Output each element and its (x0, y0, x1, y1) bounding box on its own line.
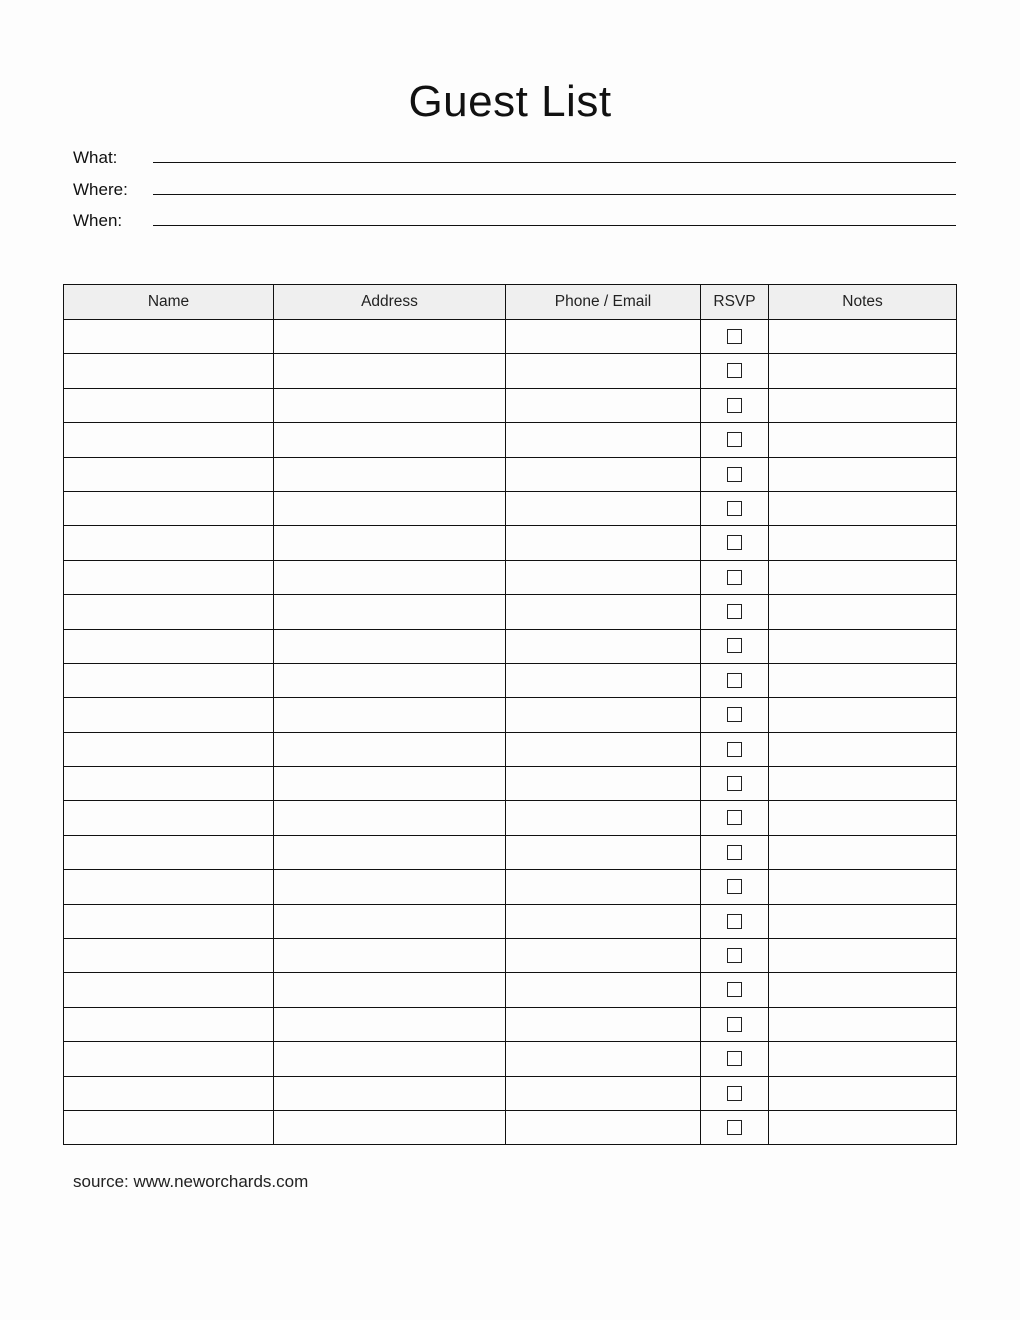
rsvp-checkbox[interactable] (727, 1086, 742, 1101)
rsvp-checkbox[interactable] (727, 467, 742, 482)
name-cell[interactable] (64, 491, 274, 525)
table-body (64, 320, 957, 1145)
notes-cell[interactable] (769, 904, 957, 938)
rsvp-cell (701, 698, 769, 732)
address-cell[interactable] (274, 1076, 506, 1110)
address-cell[interactable] (274, 904, 506, 938)
rsvp-checkbox[interactable] (727, 776, 742, 791)
table-row (64, 354, 957, 388)
name-cell[interactable] (64, 457, 274, 491)
phone-email-cell[interactable] (506, 1007, 701, 1041)
table-row (64, 698, 957, 732)
name-cell[interactable] (64, 388, 274, 422)
table-row (64, 663, 957, 697)
phone-email-cell[interactable] (506, 560, 701, 594)
rsvp-checkbox[interactable] (727, 742, 742, 757)
rsvp-cell (701, 595, 769, 629)
address-cell[interactable] (274, 595, 506, 629)
rsvp-cell (701, 457, 769, 491)
rsvp-checkbox[interactable] (727, 914, 742, 929)
rsvp-checkbox[interactable] (727, 1120, 742, 1135)
what-input-line[interactable] (153, 162, 956, 163)
name-cell[interactable] (64, 526, 274, 560)
table-row (64, 904, 957, 938)
phone-email-cell[interactable] (506, 320, 701, 354)
address-cell[interactable] (274, 870, 506, 904)
phone-email-cell[interactable] (506, 904, 701, 938)
where-field (73, 180, 956, 208)
notes-cell[interactable] (769, 1007, 957, 1041)
rsvp-checkbox[interactable] (727, 879, 742, 894)
table-row (64, 732, 957, 766)
phone-email-cell[interactable] (506, 388, 701, 422)
table-row (64, 388, 957, 422)
address-cell[interactable] (274, 1007, 506, 1041)
notes-cell[interactable] (769, 388, 957, 422)
rsvp-cell (701, 801, 769, 835)
rsvp-cell (701, 1007, 769, 1041)
phone-email-cell[interactable] (506, 801, 701, 835)
table-row (64, 767, 957, 801)
address-cell[interactable] (274, 1110, 506, 1144)
column-header-address: Address (274, 285, 506, 320)
rsvp-cell (701, 939, 769, 973)
rsvp-checkbox[interactable] (727, 329, 742, 344)
phone-email-cell[interactable] (506, 595, 701, 629)
rsvp-checkbox[interactable] (727, 535, 742, 550)
rsvp-cell (701, 870, 769, 904)
table-row (64, 320, 957, 354)
name-cell[interactable] (64, 939, 274, 973)
notes-cell[interactable] (769, 801, 957, 835)
rsvp-checkbox[interactable] (727, 845, 742, 860)
rsvp-checkbox[interactable] (727, 398, 742, 413)
address-cell[interactable] (274, 973, 506, 1007)
address-cell[interactable] (274, 801, 506, 835)
notes-cell[interactable] (769, 1110, 957, 1144)
name-cell[interactable] (64, 1007, 274, 1041)
table-row (64, 835, 957, 869)
table-row (64, 1042, 957, 1076)
rsvp-checkbox[interactable] (727, 570, 742, 585)
rsvp-checkbox[interactable] (727, 1051, 742, 1066)
notes-cell[interactable] (769, 939, 957, 973)
notes-cell[interactable] (769, 732, 957, 766)
phone-email-cell[interactable] (506, 1110, 701, 1144)
address-cell[interactable] (274, 354, 506, 388)
name-cell[interactable] (64, 973, 274, 1007)
address-cell[interactable] (274, 698, 506, 732)
notes-cell[interactable] (769, 835, 957, 869)
notes-cell[interactable] (769, 423, 957, 457)
notes-cell[interactable] (769, 870, 957, 904)
guest-table (63, 284, 957, 1145)
notes-cell[interactable] (769, 1042, 957, 1076)
rsvp-cell (701, 973, 769, 1007)
name-cell[interactable] (64, 354, 274, 388)
rsvp-cell (701, 663, 769, 697)
phone-email-cell[interactable] (506, 870, 701, 904)
when-field (73, 211, 956, 239)
table-row (64, 801, 957, 835)
phone-email-cell[interactable] (506, 732, 701, 766)
what-label: What: (73, 148, 118, 167)
where-label: Where: (73, 180, 128, 199)
table-row (64, 457, 957, 491)
address-cell[interactable] (274, 732, 506, 766)
rsvp-checkbox[interactable] (727, 604, 742, 619)
rsvp-checkbox[interactable] (727, 673, 742, 688)
address-cell[interactable] (274, 560, 506, 594)
rsvp-cell (701, 629, 769, 663)
table-row (64, 526, 957, 560)
name-cell[interactable] (64, 835, 274, 869)
phone-email-cell[interactable] (506, 423, 701, 457)
rsvp-cell (701, 526, 769, 560)
notes-cell[interactable] (769, 526, 957, 560)
table-row (64, 595, 957, 629)
phone-email-cell[interactable] (506, 1076, 701, 1110)
what-field (73, 148, 956, 176)
address-cell[interactable] (274, 526, 506, 560)
table-row (64, 1007, 957, 1041)
column-header-phone-email: Phone / Email (506, 285, 701, 320)
rsvp-checkbox[interactable] (727, 948, 742, 963)
name-cell[interactable] (64, 1076, 274, 1110)
notes-cell[interactable] (769, 663, 957, 697)
name-cell[interactable] (64, 320, 274, 354)
address-cell[interactable] (274, 320, 506, 354)
rsvp-cell (701, 835, 769, 869)
table-row (64, 973, 957, 1007)
rsvp-cell (701, 732, 769, 766)
table-row (64, 491, 957, 525)
table-row (64, 939, 957, 973)
rsvp-cell (701, 560, 769, 594)
name-cell[interactable] (64, 1110, 274, 1144)
address-cell[interactable] (274, 629, 506, 663)
table-row (64, 1076, 957, 1110)
name-cell[interactable] (64, 663, 274, 697)
address-cell[interactable] (274, 767, 506, 801)
table-row (64, 1110, 957, 1144)
phone-email-cell[interactable] (506, 973, 701, 1007)
notes-cell[interactable] (769, 767, 957, 801)
rsvp-cell (701, 320, 769, 354)
phone-email-cell[interactable] (506, 354, 701, 388)
phone-email-cell[interactable] (506, 1042, 701, 1076)
address-cell[interactable] (274, 388, 506, 422)
rsvp-cell (701, 354, 769, 388)
phone-email-cell[interactable] (506, 835, 701, 869)
notes-cell[interactable] (769, 491, 957, 525)
source-credit: source: www.neworchards.com (73, 1172, 309, 1191)
address-cell[interactable] (274, 663, 506, 697)
when-input-line[interactable] (153, 225, 956, 226)
name-cell[interactable] (64, 629, 274, 663)
address-cell[interactable] (274, 1042, 506, 1076)
notes-cell[interactable] (769, 320, 957, 354)
page-title: Guest List (408, 77, 612, 126)
notes-cell[interactable] (769, 457, 957, 491)
rsvp-checkbox[interactable] (727, 1017, 742, 1032)
rsvp-cell (701, 491, 769, 525)
notes-cell[interactable] (769, 629, 957, 663)
name-cell[interactable] (64, 904, 274, 938)
name-cell[interactable] (64, 423, 274, 457)
table-row (64, 560, 957, 594)
name-cell[interactable] (64, 1042, 274, 1076)
rsvp-checkbox[interactable] (727, 982, 742, 997)
table-header-row (64, 285, 957, 320)
notes-cell[interactable] (769, 560, 957, 594)
address-cell[interactable] (274, 491, 506, 525)
phone-email-cell[interactable] (506, 663, 701, 697)
name-cell[interactable] (64, 560, 274, 594)
address-cell[interactable] (274, 939, 506, 973)
rsvp-cell (701, 1042, 769, 1076)
phone-email-cell[interactable] (506, 698, 701, 732)
rsvp-cell (701, 1110, 769, 1144)
phone-email-cell[interactable] (506, 491, 701, 525)
rsvp-checkbox[interactable] (727, 707, 742, 722)
name-cell[interactable] (64, 595, 274, 629)
table-row (64, 423, 957, 457)
rsvp-cell (701, 388, 769, 422)
rsvp-cell (701, 904, 769, 938)
name-cell[interactable] (64, 870, 274, 904)
rsvp-checkbox[interactable] (727, 363, 742, 378)
name-cell[interactable] (64, 698, 274, 732)
rsvp-checkbox[interactable] (727, 501, 742, 516)
rsvp-cell (701, 1076, 769, 1110)
rsvp-checkbox[interactable] (727, 432, 742, 447)
where-input-line[interactable] (153, 194, 956, 195)
phone-email-cell[interactable] (506, 457, 701, 491)
phone-email-cell[interactable] (506, 526, 701, 560)
phone-email-cell[interactable] (506, 939, 701, 973)
notes-cell[interactable] (769, 1076, 957, 1110)
name-cell[interactable] (64, 767, 274, 801)
column-header-rsvp: RSVP (701, 285, 769, 320)
name-cell[interactable] (64, 801, 274, 835)
rsvp-cell (701, 767, 769, 801)
column-header-name: Name (64, 285, 274, 320)
name-cell[interactable] (64, 732, 274, 766)
rsvp-checkbox[interactable] (727, 638, 742, 653)
phone-email-cell[interactable] (506, 629, 701, 663)
rsvp-cell (701, 423, 769, 457)
rsvp-checkbox[interactable] (727, 810, 742, 825)
table-row (64, 629, 957, 663)
address-cell[interactable] (274, 423, 506, 457)
address-cell[interactable] (274, 835, 506, 869)
notes-cell[interactable] (769, 595, 957, 629)
column-header-notes: Notes (769, 285, 957, 320)
phone-email-cell[interactable] (506, 767, 701, 801)
notes-cell[interactable] (769, 354, 957, 388)
notes-cell[interactable] (769, 698, 957, 732)
address-cell[interactable] (274, 457, 506, 491)
notes-cell[interactable] (769, 973, 957, 1007)
when-label: When: (73, 211, 123, 230)
table-row (64, 870, 957, 904)
